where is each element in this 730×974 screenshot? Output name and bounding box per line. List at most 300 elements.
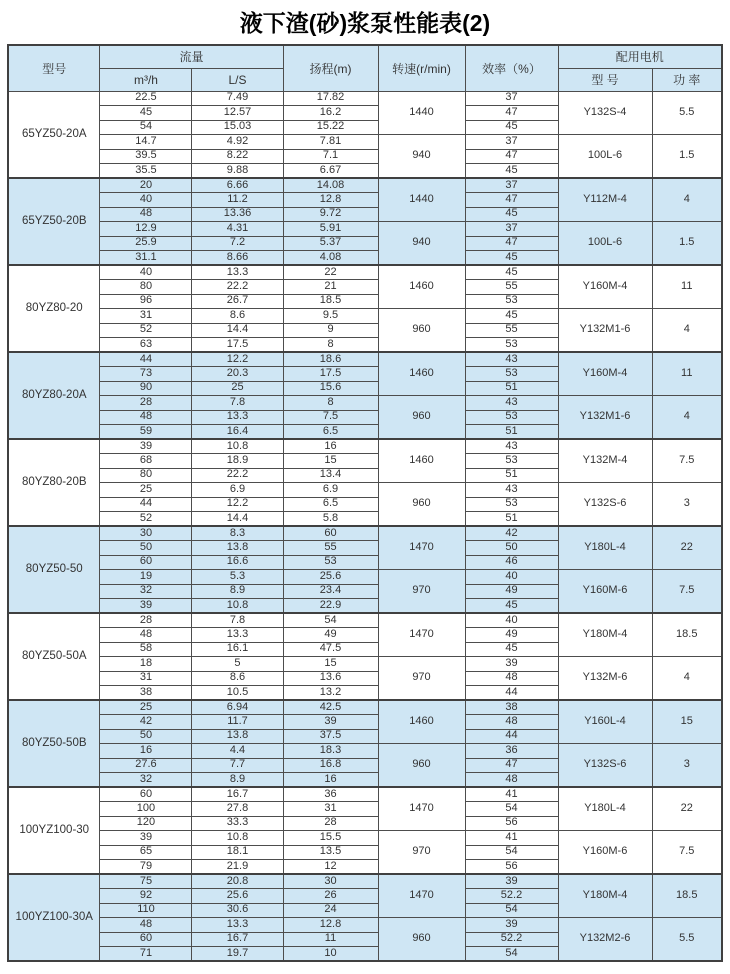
head-cell: 9.5 [283, 309, 378, 324]
flow-m3h-cell: 39 [100, 831, 192, 846]
motor-power-cell: 5.5 [652, 91, 722, 135]
head-cell: 36 [283, 787, 378, 802]
flow-m3h-cell: 63 [100, 338, 192, 353]
flow-m3h-cell: 32 [100, 773, 192, 788]
flow-ls-cell: 16.6 [192, 555, 283, 570]
motor-power-cell: 4 [652, 396, 722, 440]
motor-power-cell: 22 [652, 787, 722, 831]
efficiency-cell: 45 [465, 207, 558, 222]
efficiency-cell: 51 [465, 512, 558, 527]
head-cell: 7.81 [283, 135, 378, 150]
flow-ls-cell: 8.9 [192, 584, 283, 599]
pump-performance-table [7, 44, 723, 962]
header-motor: 配用电机 [558, 45, 722, 68]
motor-power-cell: 7.5 [652, 570, 722, 614]
table-row [8, 526, 722, 541]
head-cell: 13.2 [283, 686, 378, 701]
head-cell: 25.6 [283, 570, 378, 585]
speed-cell: 1460 [378, 439, 465, 483]
flow-ls-cell: 16.7 [192, 932, 283, 947]
efficiency-cell: 50 [465, 541, 558, 556]
flow-m3h-cell: 96 [100, 294, 192, 309]
head-cell: 18.3 [283, 744, 378, 759]
head-cell: 15 [283, 454, 378, 469]
efficiency-cell: 48 [465, 715, 558, 730]
model-cell: 80YZ80-20 [8, 265, 100, 352]
table-row [8, 744, 722, 759]
flow-ls-cell: 6.94 [192, 700, 283, 715]
motor-power-cell: 15 [652, 700, 722, 744]
flow-m3h-cell: 31.1 [100, 251, 192, 266]
flow-m3h-cell: 65 [100, 845, 192, 860]
flow-m3h-cell: 35.5 [100, 164, 192, 179]
flow-ls-cell: 8.3 [192, 526, 283, 541]
flow-ls-cell: 27.8 [192, 802, 283, 817]
head-cell: 4.08 [283, 251, 378, 266]
flow-m3h-cell: 52 [100, 323, 192, 338]
flow-m3h-cell: 42 [100, 715, 192, 730]
speed-cell: 1470 [378, 874, 465, 918]
flow-ls-cell: 8.22 [192, 149, 283, 164]
model-cell: 80YZ50-50A [8, 613, 100, 700]
table-row [8, 439, 722, 454]
flow-m3h-cell: 68 [100, 454, 192, 469]
motor-power-cell: 1.5 [652, 222, 722, 266]
header-efficiency: 效率（%） [465, 45, 558, 91]
head-cell: 10 [283, 947, 378, 962]
flow-ls-cell: 5.3 [192, 570, 283, 585]
flow-m3h-cell: 48 [100, 628, 192, 643]
efficiency-cell: 53 [465, 338, 558, 353]
flow-ls-cell: 13.3 [192, 410, 283, 425]
speed-cell: 1440 [378, 91, 465, 135]
flow-m3h-cell: 75 [100, 874, 192, 889]
head-cell: 5.8 [283, 512, 378, 527]
flow-ls-cell: 11.7 [192, 715, 283, 730]
flow-ls-cell: 20.3 [192, 367, 283, 382]
head-cell: 47.5 [283, 642, 378, 657]
efficiency-cell: 37 [465, 178, 558, 193]
efficiency-cell: 46 [465, 555, 558, 570]
head-cell: 49 [283, 628, 378, 643]
speed-cell: 1470 [378, 526, 465, 570]
head-cell: 42.5 [283, 700, 378, 715]
page-title: 液下渣(砂)浆泵性能表(2) [239, 10, 491, 36]
head-cell: 18.5 [283, 294, 378, 309]
table-row [8, 700, 722, 715]
flow-ls-cell: 16.1 [192, 642, 283, 657]
table-row [8, 309, 722, 324]
motor-power-cell: 3 [652, 744, 722, 788]
speed-cell: 1460 [378, 352, 465, 396]
flow-ls-cell: 13.8 [192, 541, 283, 556]
efficiency-cell: 49 [465, 628, 558, 643]
speed-cell: 970 [378, 657, 465, 701]
motor-power-cell: 4 [652, 657, 722, 701]
efficiency-cell: 55 [465, 323, 558, 338]
efficiency-cell: 53 [465, 367, 558, 382]
efficiency-cell: 54 [465, 947, 558, 962]
efficiency-cell: 45 [465, 164, 558, 179]
flow-m3h-cell: 40 [100, 193, 192, 208]
efficiency-cell: 39 [465, 918, 558, 933]
flow-m3h-cell: 60 [100, 787, 192, 802]
flow-m3h-cell: 48 [100, 918, 192, 933]
flow-ls-cell: 16.4 [192, 425, 283, 440]
flow-m3h-cell: 45 [100, 106, 192, 121]
motor-model-cell: Y132S-6 [558, 483, 652, 527]
header-flow-m3h: m³/h [100, 68, 192, 91]
head-cell: 28 [283, 816, 378, 831]
motor-power-cell: 11 [652, 265, 722, 309]
flow-m3h-cell: 39 [100, 439, 192, 454]
efficiency-cell: 45 [465, 251, 558, 266]
speed-cell: 960 [378, 309, 465, 353]
motor-power-cell: 4 [652, 178, 722, 222]
flow-ls-cell: 22.2 [192, 280, 283, 295]
header-speed: 转速(r/min) [378, 45, 465, 91]
motor-power-cell: 1.5 [652, 135, 722, 179]
head-cell: 13.6 [283, 671, 378, 686]
head-cell: 6.5 [283, 497, 378, 512]
motor-model-cell: Y160L-4 [558, 700, 652, 744]
flow-ls-cell: 18.9 [192, 454, 283, 469]
efficiency-cell: 54 [465, 802, 558, 817]
head-cell: 15.6 [283, 381, 378, 396]
motor-power-cell: 18.5 [652, 613, 722, 657]
head-cell: 39 [283, 715, 378, 730]
head-cell: 60 [283, 526, 378, 541]
flow-m3h-cell: 80 [100, 280, 192, 295]
speed-cell: 970 [378, 831, 465, 875]
efficiency-cell: 52.2 [465, 932, 558, 947]
efficiency-cell: 53 [465, 294, 558, 309]
efficiency-cell: 43 [465, 396, 558, 411]
pump-table-body [8, 91, 722, 961]
flow-ls-cell: 13.3 [192, 265, 283, 280]
efficiency-cell: 51 [465, 381, 558, 396]
head-cell: 17.5 [283, 367, 378, 382]
head-cell: 13.5 [283, 845, 378, 860]
efficiency-cell: 36 [465, 744, 558, 759]
model-cell: 80YZ80-20B [8, 439, 100, 526]
flow-ls-cell: 8.6 [192, 671, 283, 686]
speed-cell: 1470 [378, 613, 465, 657]
head-cell: 6.5 [283, 425, 378, 440]
head-cell: 6.67 [283, 164, 378, 179]
header-flow: 流量 [100, 45, 283, 68]
flow-ls-cell: 7.7 [192, 758, 283, 773]
motor-model-cell: Y132M1-6 [558, 396, 652, 440]
flow-m3h-cell: 31 [100, 309, 192, 324]
flow-ls-cell: 4.92 [192, 135, 283, 150]
efficiency-cell: 55 [465, 280, 558, 295]
flow-m3h-cell: 20 [100, 178, 192, 193]
model-cell: 80YZ80-20A [8, 352, 100, 439]
speed-cell: 940 [378, 135, 465, 179]
flow-ls-cell: 25.6 [192, 889, 283, 904]
motor-model-cell: Y180L-4 [558, 787, 652, 831]
header-head: 扬程(m) [283, 45, 378, 91]
head-cell: 15 [283, 657, 378, 672]
flow-m3h-cell: 60 [100, 555, 192, 570]
motor-power-cell: 11 [652, 352, 722, 396]
speed-cell: 970 [378, 570, 465, 614]
speed-cell: 1460 [378, 265, 465, 309]
head-cell: 17.82 [283, 91, 378, 106]
table-row [8, 831, 722, 846]
header-model: 型号 [8, 45, 100, 91]
flow-ls-cell: 16.7 [192, 787, 283, 802]
head-cell: 6.9 [283, 483, 378, 498]
flow-ls-cell: 15.03 [192, 120, 283, 135]
flow-m3h-cell: 40 [100, 265, 192, 280]
head-cell: 53 [283, 555, 378, 570]
flow-ls-cell: 13.8 [192, 729, 283, 744]
motor-model-cell: Y180M-4 [558, 874, 652, 918]
head-cell: 15.5 [283, 831, 378, 846]
efficiency-cell: 53 [465, 410, 558, 425]
table-row [8, 178, 722, 193]
flow-m3h-cell: 25 [100, 700, 192, 715]
motor-model-cell: 100L-6 [558, 135, 652, 179]
efficiency-cell: 44 [465, 686, 558, 701]
flow-ls-cell: 6.9 [192, 483, 283, 498]
flow-m3h-cell: 39 [100, 599, 192, 614]
flow-ls-cell: 10.8 [192, 439, 283, 454]
flow-ls-cell: 4.4 [192, 744, 283, 759]
head-cell: 22.9 [283, 599, 378, 614]
table-row [8, 352, 722, 367]
efficiency-cell: 45 [465, 642, 558, 657]
efficiency-cell: 56 [465, 860, 558, 875]
motor-power-cell: 7.5 [652, 439, 722, 483]
flow-m3h-cell: 12.9 [100, 222, 192, 237]
header-motor-power: 功 率 [652, 68, 722, 91]
head-cell: 9 [283, 323, 378, 338]
head-cell: 55 [283, 541, 378, 556]
efficiency-cell: 43 [465, 352, 558, 367]
head-cell: 54 [283, 613, 378, 628]
flow-m3h-cell: 27.6 [100, 758, 192, 773]
efficiency-cell: 52.2 [465, 889, 558, 904]
speed-cell: 960 [378, 483, 465, 527]
flow-m3h-cell: 25 [100, 483, 192, 498]
efficiency-cell: 43 [465, 439, 558, 454]
efficiency-cell: 54 [465, 903, 558, 918]
flow-ls-cell: 6.66 [192, 178, 283, 193]
efficiency-cell: 47 [465, 758, 558, 773]
flow-m3h-cell: 31 [100, 671, 192, 686]
speed-cell: 1440 [378, 178, 465, 222]
flow-m3h-cell: 73 [100, 367, 192, 382]
efficiency-cell: 51 [465, 468, 558, 483]
table-row [8, 91, 722, 106]
head-cell: 16 [283, 773, 378, 788]
efficiency-cell: 38 [465, 700, 558, 715]
efficiency-cell: 45 [465, 309, 558, 324]
motor-model-cell: Y160M-6 [558, 570, 652, 614]
motor-power-cell: 22 [652, 526, 722, 570]
flow-ls-cell: 4.31 [192, 222, 283, 237]
flow-ls-cell: 11.2 [192, 193, 283, 208]
flow-m3h-cell: 52 [100, 512, 192, 527]
flow-m3h-cell: 32 [100, 584, 192, 599]
motor-power-cell: 18.5 [652, 874, 722, 918]
head-cell: 14.08 [283, 178, 378, 193]
efficiency-cell: 37 [465, 91, 558, 106]
efficiency-cell: 42 [465, 526, 558, 541]
motor-model-cell: Y112M-4 [558, 178, 652, 222]
flow-m3h-cell: 110 [100, 903, 192, 918]
head-cell: 15.22 [283, 120, 378, 135]
head-cell: 37.5 [283, 729, 378, 744]
flow-m3h-cell: 79 [100, 860, 192, 875]
flow-ls-cell: 18.1 [192, 845, 283, 860]
head-cell: 8 [283, 396, 378, 411]
head-cell: 11 [283, 932, 378, 947]
model-cell: 80YZ50-50 [8, 526, 100, 613]
flow-m3h-cell: 18 [100, 657, 192, 672]
efficiency-cell: 47 [465, 149, 558, 164]
flow-ls-cell: 12.2 [192, 497, 283, 512]
table-header [8, 45, 722, 91]
flow-m3h-cell: 38 [100, 686, 192, 701]
motor-power-cell: 7.5 [652, 831, 722, 875]
head-cell: 5.37 [283, 236, 378, 251]
flow-ls-cell: 26.7 [192, 294, 283, 309]
flow-m3h-cell: 120 [100, 816, 192, 831]
flow-m3h-cell: 100 [100, 802, 192, 817]
flow-m3h-cell: 92 [100, 889, 192, 904]
efficiency-cell: 53 [465, 497, 558, 512]
motor-model-cell: Y132S-4 [558, 91, 652, 135]
efficiency-cell: 56 [465, 816, 558, 831]
efficiency-cell: 44 [465, 729, 558, 744]
flow-ls-cell: 33.3 [192, 816, 283, 831]
efficiency-cell: 45 [465, 599, 558, 614]
efficiency-cell: 41 [465, 787, 558, 802]
speed-cell: 960 [378, 396, 465, 440]
flow-ls-cell: 13.3 [192, 918, 283, 933]
flow-m3h-cell: 30 [100, 526, 192, 541]
table-row [8, 265, 722, 280]
table-row [8, 222, 722, 237]
table-row [8, 135, 722, 150]
flow-ls-cell: 8.6 [192, 309, 283, 324]
flow-ls-cell: 30.6 [192, 903, 283, 918]
head-cell: 31 [283, 802, 378, 817]
head-cell: 9.72 [283, 207, 378, 222]
head-cell: 7.5 [283, 410, 378, 425]
efficiency-cell: 47 [465, 106, 558, 121]
flow-ls-cell: 10.8 [192, 599, 283, 614]
head-cell: 26 [283, 889, 378, 904]
head-cell: 16.8 [283, 758, 378, 773]
model-cell: 100YZ100-30A [8, 874, 100, 961]
head-cell: 23.4 [283, 584, 378, 599]
motor-model-cell: 100L-6 [558, 222, 652, 266]
flow-ls-cell: 8.66 [192, 251, 283, 266]
flow-ls-cell: 19.7 [192, 947, 283, 962]
flow-m3h-cell: 19 [100, 570, 192, 585]
efficiency-cell: 40 [465, 613, 558, 628]
flow-m3h-cell: 16 [100, 744, 192, 759]
head-cell: 12.8 [283, 918, 378, 933]
flow-ls-cell: 13.36 [192, 207, 283, 222]
flow-m3h-cell: 90 [100, 381, 192, 396]
flow-m3h-cell: 48 [100, 410, 192, 425]
model-cell: 65YZ50-20B [8, 178, 100, 265]
table-row [8, 657, 722, 672]
flow-ls-cell: 10.5 [192, 686, 283, 701]
efficiency-cell: 54 [465, 845, 558, 860]
head-cell: 12.8 [283, 193, 378, 208]
flow-m3h-cell: 80 [100, 468, 192, 483]
table-row [8, 483, 722, 498]
speed-cell: 1460 [378, 700, 465, 744]
flow-ls-cell: 21.9 [192, 860, 283, 875]
efficiency-cell: 37 [465, 222, 558, 237]
speed-cell: 960 [378, 744, 465, 788]
efficiency-cell: 47 [465, 193, 558, 208]
flow-ls-cell: 17.5 [192, 338, 283, 353]
motor-model-cell: Y160M-4 [558, 352, 652, 396]
efficiency-cell: 49 [465, 584, 558, 599]
flow-m3h-cell: 28 [100, 396, 192, 411]
header-motor-model: 型 号 [558, 68, 652, 91]
head-cell: 16.2 [283, 106, 378, 121]
motor-model-cell: Y132M2-6 [558, 918, 652, 962]
flow-m3h-cell: 58 [100, 642, 192, 657]
header-flow-ls: L/S [192, 68, 283, 91]
head-cell: 12 [283, 860, 378, 875]
flow-m3h-cell: 44 [100, 497, 192, 512]
motor-model-cell: Y160M-4 [558, 265, 652, 309]
head-cell: 24 [283, 903, 378, 918]
flow-m3h-cell: 25.9 [100, 236, 192, 251]
efficiency-cell: 41 [465, 831, 558, 846]
table-row [8, 613, 722, 628]
flow-m3h-cell: 39.5 [100, 149, 192, 164]
flow-m3h-cell: 14.7 [100, 135, 192, 150]
flow-m3h-cell: 28 [100, 613, 192, 628]
table-row [8, 874, 722, 889]
head-cell: 7.1 [283, 149, 378, 164]
table-row [8, 787, 722, 802]
flow-ls-cell: 25 [192, 381, 283, 396]
flow-ls-cell: 13.3 [192, 628, 283, 643]
efficiency-cell: 45 [465, 265, 558, 280]
motor-power-cell: 4 [652, 309, 722, 353]
head-cell: 30 [283, 874, 378, 889]
flow-ls-cell: 20.8 [192, 874, 283, 889]
efficiency-cell: 43 [465, 483, 558, 498]
flow-ls-cell: 7.2 [192, 236, 283, 251]
motor-model-cell: Y180L-4 [558, 526, 652, 570]
efficiency-cell: 47 [465, 236, 558, 251]
efficiency-cell: 39 [465, 657, 558, 672]
flow-ls-cell: 14.4 [192, 512, 283, 527]
motor-model-cell: Y180M-4 [558, 613, 652, 657]
model-cell: 100YZ100-30 [8, 787, 100, 874]
head-cell: 16 [283, 439, 378, 454]
efficiency-cell: 45 [465, 120, 558, 135]
flow-ls-cell: 22.2 [192, 468, 283, 483]
efficiency-cell: 48 [465, 773, 558, 788]
head-cell: 22 [283, 265, 378, 280]
flow-ls-cell: 10.8 [192, 831, 283, 846]
